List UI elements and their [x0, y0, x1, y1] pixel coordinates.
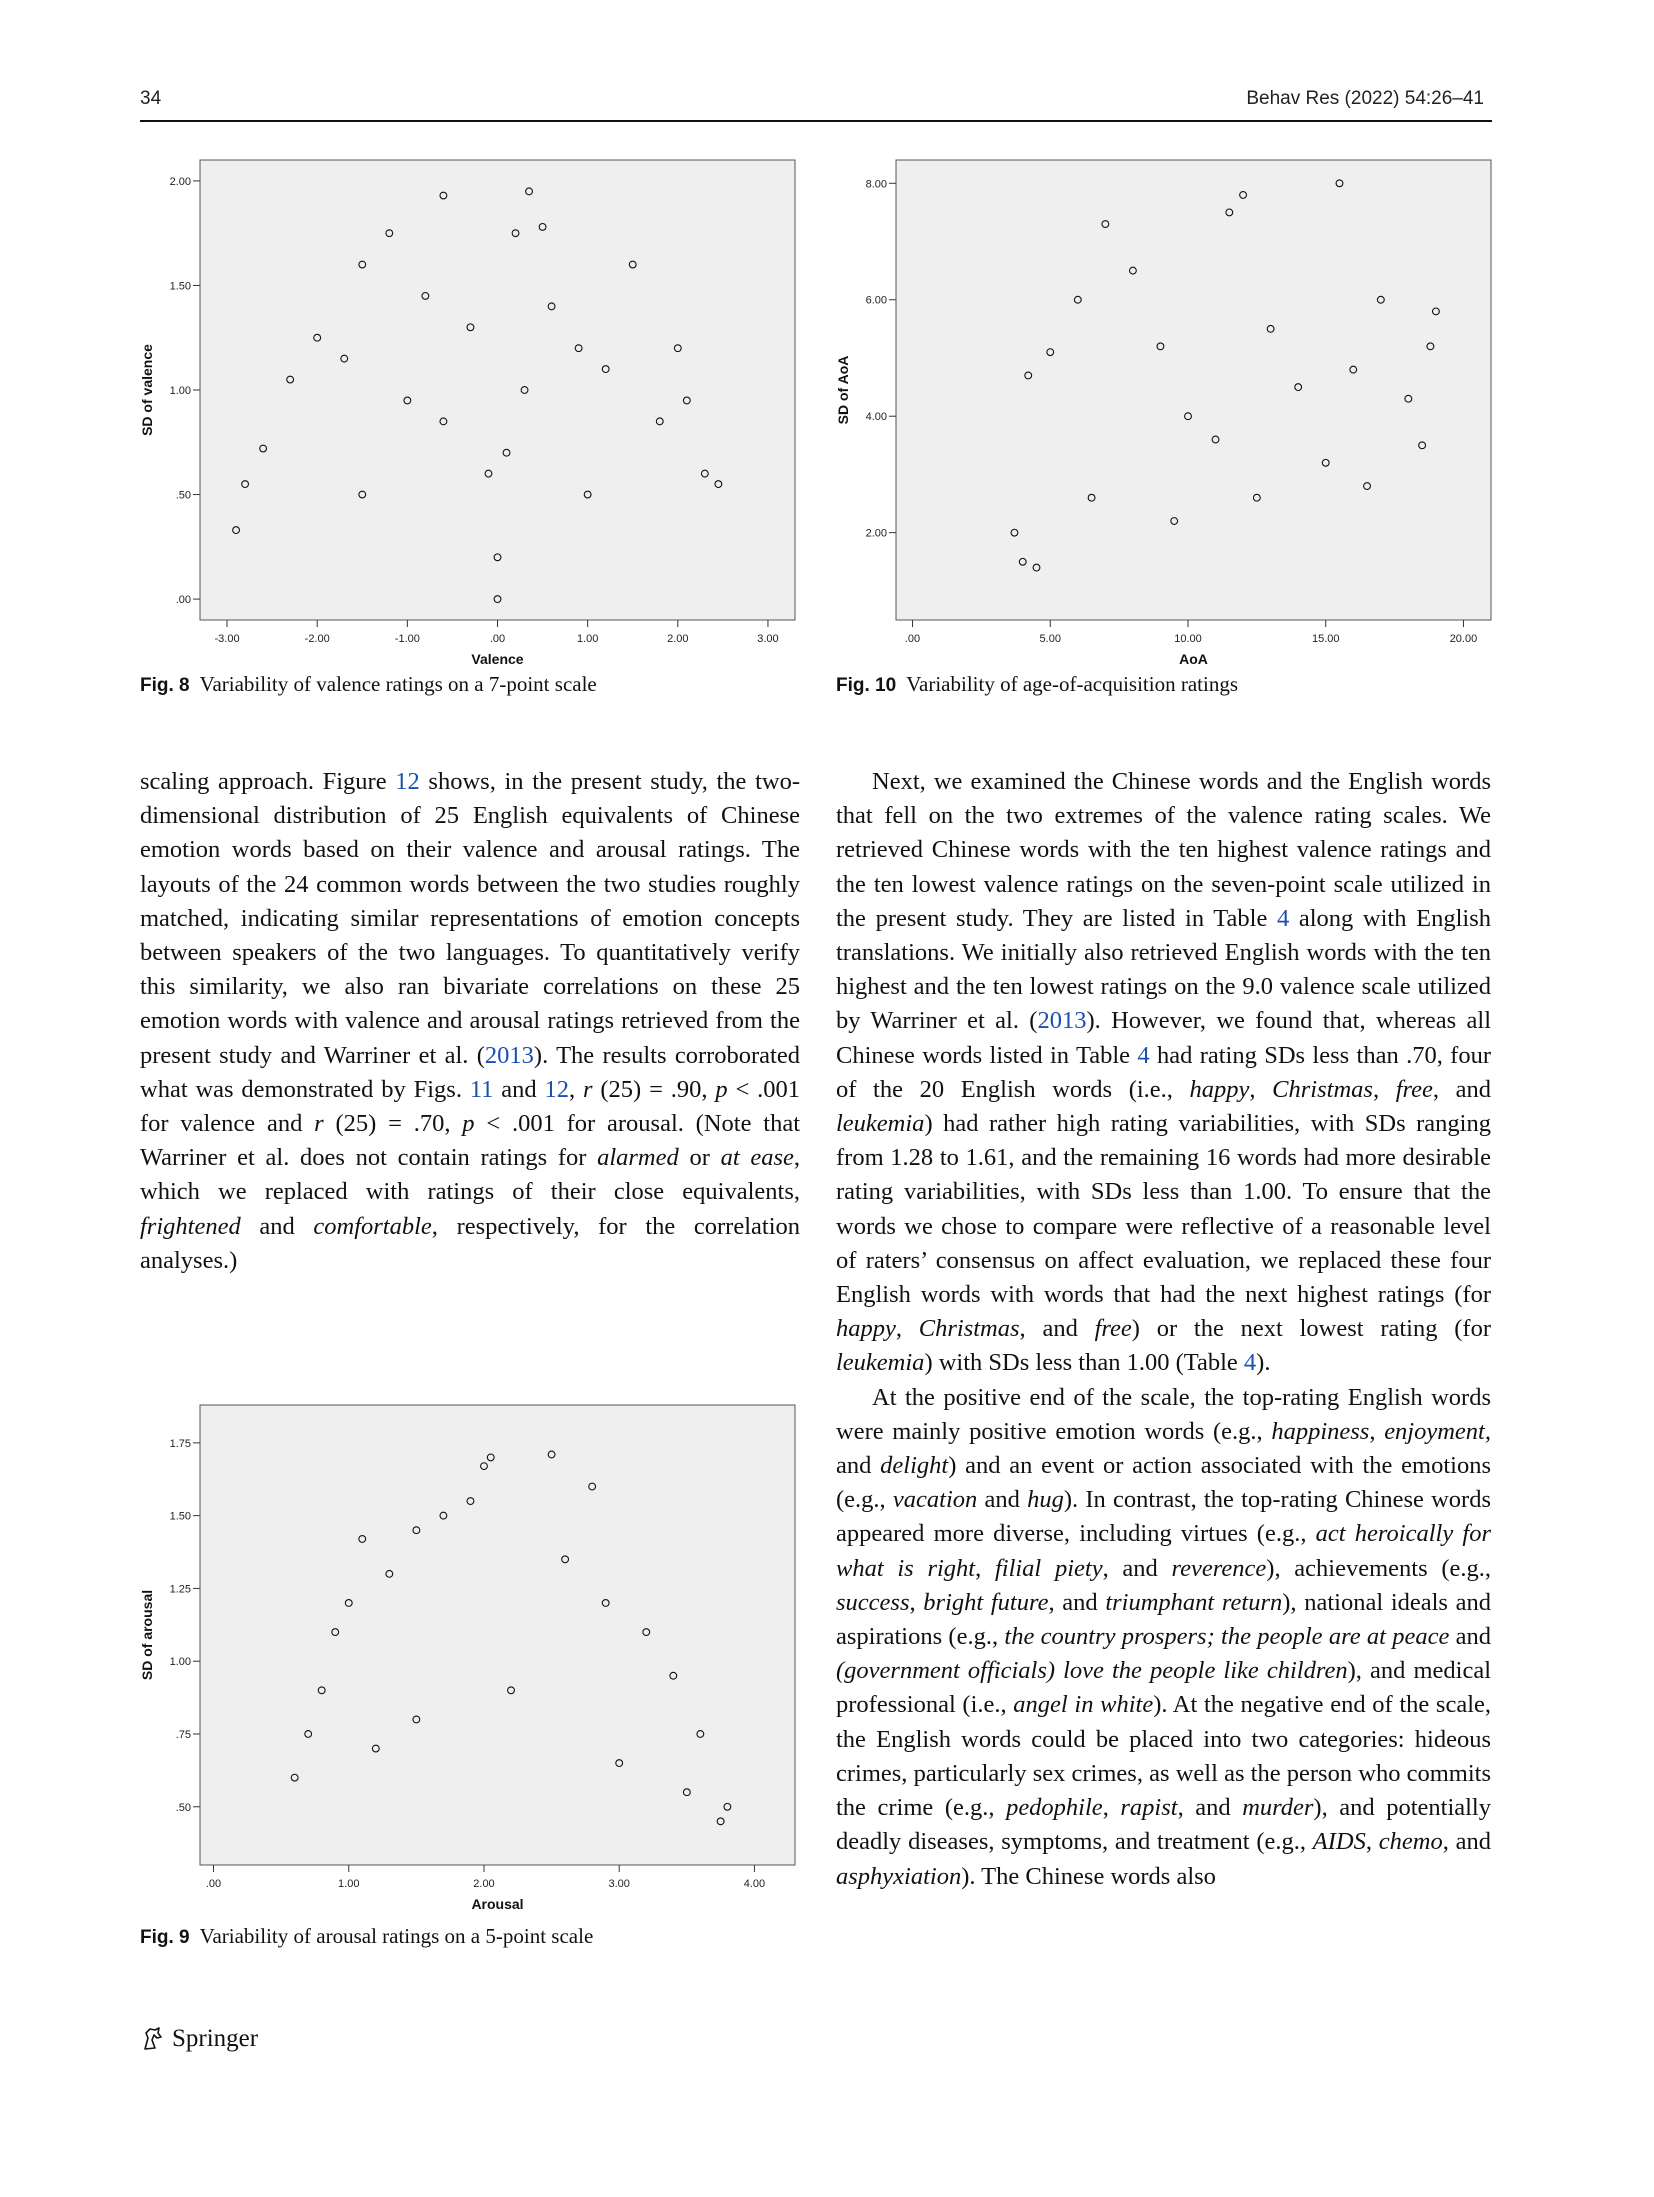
text-span: ), national ideals and aspirations (e.g.,	[836, 1588, 1492, 1651]
text-span: ).	[1256, 1349, 1271, 1377]
citation-2013-link[interactable]: 2013	[484, 1041, 534, 1069]
text-span: and	[977, 1486, 1028, 1514]
stat-r: r	[583, 1075, 593, 1103]
term-angel-in-white: angel in white	[1013, 1691, 1154, 1719]
term-triumphant-return: triumphant return	[1105, 1588, 1283, 1616]
term-enjoyment: enjoyment	[1384, 1417, 1485, 1445]
y-tick-label: .00	[175, 594, 191, 607]
x-tick-label: 15.00	[1311, 633, 1340, 645]
text-span: ,	[1102, 1794, 1121, 1822]
figure-12-link[interactable]: 12	[395, 768, 420, 795]
figure-8-label: Fig. 8	[140, 675, 190, 696]
term-asphyxiation: asphyxiation	[836, 1862, 962, 1890]
x-axis-label: AoA	[1179, 651, 1208, 667]
y-tick-label: 6.00	[865, 294, 887, 307]
text-span: ,	[895, 1315, 919, 1343]
text-span: , which we replaced with ratings of their close equivalents,	[140, 1144, 800, 1206]
text-span: , and	[1442, 1828, 1492, 1856]
x-tick-label: 1.00	[338, 1878, 360, 1890]
y-tick-label: 1.50	[169, 280, 191, 293]
term-happy: happy	[836, 1315, 896, 1343]
x-axis-label: Valence	[471, 651, 524, 667]
text-span: ). However, we found that, whereas all Chinese words listed in Table	[836, 1007, 1491, 1069]
text-span: ,	[1365, 1828, 1379, 1856]
term-delight: delight	[880, 1452, 949, 1480]
term-filial-piety: filial piety	[994, 1554, 1103, 1582]
text-span: had rating SDs less than .70, four of the 20 English words (i.e.,	[836, 1041, 1492, 1103]
figure-11-link[interactable]: 11	[469, 1075, 494, 1103]
y-tick-label: 1.75	[169, 1437, 191, 1450]
chart-aoa-sd	[836, 150, 1496, 680]
term-officials-love-people: (government officials) love the people like children	[836, 1657, 1348, 1685]
right-column-text	[836, 765, 1491, 1894]
text-span: < .001 for arousal. (Note that Warriner et al. does not contain ratings for	[140, 1110, 801, 1172]
figure-9-caption-text: Variability of arousal ratings on a 5-point scale	[199, 1924, 594, 1948]
text-span: along with English translations. We initially also retrieved English words with the ten highest and the ten lowest ratings on the 9.0 valence scale utilized by Warriner et al. (	[836, 904, 1491, 1035]
springer-logo	[140, 2025, 258, 2053]
figure-8-caption-text: Variability of valence ratings on a 7-point scale	[199, 672, 597, 696]
term-happy: happy	[1189, 1075, 1250, 1103]
text-span: or	[678, 1144, 721, 1172]
x-tick-label: -3.00	[214, 633, 240, 645]
term-alarmed: alarmed	[597, 1144, 679, 1172]
text-span: < .001 for valence and	[140, 1075, 801, 1138]
citation-2013-link[interactable]: 2013	[1037, 1007, 1087, 1035]
text-span: (25) = .90,	[592, 1075, 716, 1103]
term-murder: murder	[1242, 1794, 1314, 1822]
term-reverence: reverence	[1171, 1554, 1267, 1582]
text-span: At the positive end of the scale, the top-rating English words were mainly positive emotion words (e.g.,	[836, 1383, 1491, 1445]
y-tick-label: 4.00	[865, 411, 887, 424]
y-tick-label: .50	[175, 489, 191, 502]
term-comfortable: comfortable	[313, 1212, 432, 1240]
figure-9	[140, 1395, 800, 1920]
text-span: ), and potentially deadly diseases, symptoms, and treatment (e.g.,	[836, 1794, 1491, 1856]
y-tick-label: 8.00	[865, 178, 887, 191]
term-free: free	[1395, 1075, 1433, 1103]
x-tick-label: 4.00	[743, 1878, 766, 1890]
paragraph-positive-negative	[836, 1381, 1491, 1894]
text-span: ) and an event or action associated with the emotions (e.g.,	[836, 1452, 1492, 1514]
term-pedophile: pedophile	[1006, 1794, 1103, 1822]
x-tick-label: .00	[489, 633, 506, 645]
y-tick-label: 1.50	[169, 1510, 191, 1523]
x-tick-label: .00	[205, 1878, 222, 1890]
figure-8	[140, 150, 800, 680]
term-chemo: chemo	[1378, 1828, 1443, 1856]
x-tick-label: 20.00	[1449, 633, 1478, 645]
figure-8-caption	[140, 672, 597, 697]
x-tick-label: 3.00	[757, 633, 779, 645]
figure-12-link[interactable]: 12	[544, 1075, 570, 1103]
term-aids: AIDS	[1312, 1828, 1366, 1856]
x-tick-label: 5.00	[1039, 633, 1061, 645]
x-tick-label: -2.00	[304, 633, 330, 645]
plot-area	[896, 160, 1491, 620]
text-span: ), and medical professional (i.e.,	[836, 1657, 1492, 1719]
table-4-link[interactable]: 4	[1276, 904, 1290, 932]
term-hug: hug	[1027, 1486, 1064, 1514]
text-span: , respectively, for the correlation analyses.)	[140, 1212, 800, 1274]
y-axis-label: SD of valence	[139, 344, 155, 436]
text-span: and	[240, 1212, 314, 1240]
figure-10	[836, 150, 1496, 680]
page-number: 34	[140, 88, 162, 109]
x-axis-label: Arousal	[471, 1896, 524, 1912]
text-span: ) or the next lowest rating (for	[1131, 1315, 1491, 1343]
text-span: ,	[1249, 1075, 1273, 1103]
publisher-name: Springer	[172, 2025, 259, 2052]
text-span: , and	[1102, 1554, 1172, 1582]
term-country-prospers: the country prospers; the people are at peace	[1004, 1623, 1450, 1651]
x-tick-label: 10.00	[1174, 633, 1202, 645]
paragraph-scaling	[140, 765, 800, 1278]
figure-9-label: Fig. 9	[140, 1927, 190, 1948]
figure-10-caption-text: Variability of age-of-acquisition ratings	[906, 672, 1239, 696]
stat-p: p	[715, 1075, 728, 1103]
text-span: scaling approach. Figure	[140, 768, 396, 795]
text-span: (25) = .70,	[323, 1110, 463, 1138]
left-column-text	[140, 765, 800, 1278]
y-axis-label: SD of AoA	[835, 355, 851, 425]
springer-horse-icon	[140, 2026, 166, 2052]
text-span: and	[1449, 1623, 1492, 1651]
term-success: success	[836, 1588, 910, 1616]
y-tick-label: 1.00	[169, 385, 191, 397]
y-tick-label: 2.00	[169, 175, 191, 188]
stat-p: p	[462, 1110, 475, 1138]
y-tick-label: .50	[175, 1801, 191, 1814]
x-tick-label: -1.00	[394, 633, 420, 645]
term-happiness: happiness	[1271, 1417, 1370, 1445]
figure-9-caption	[140, 1924, 593, 1949]
text-span: ,	[975, 1554, 995, 1582]
stat-r: r	[314, 1110, 324, 1138]
text-span: ,	[569, 1075, 583, 1103]
term-bright-future: bright future	[923, 1588, 1049, 1616]
text-span: , and	[1177, 1794, 1243, 1822]
term-vacation: vacation	[892, 1486, 978, 1514]
text-span: ,	[1372, 1075, 1396, 1103]
journal-citation: Behav Res (2022) 54:26–41	[1246, 88, 1484, 109]
text-span: ). At the negative end of the scale, the English words could be placed into two categories: hideous crimes, particularly sex crimes, as well as the person who commits the crime (e.g.,	[836, 1691, 1491, 1822]
figure-10-caption	[836, 672, 1238, 697]
y-tick-label: 1.00	[169, 1656, 191, 1669]
text-span: , and	[836, 1417, 1491, 1480]
text-span: , and	[1432, 1075, 1491, 1103]
x-tick-label: 1.00	[576, 633, 599, 645]
y-axis-label: SD of arousal	[139, 1589, 155, 1681]
text-span: ). The Chinese words also	[961, 1862, 1216, 1890]
text-span: ). The results corroborated what was demonstrated by Figs.	[140, 1041, 800, 1103]
text-span: ). In contrast, the top-rating Chinese words appeared more diverse, including virtues (e.g.,	[836, 1486, 1491, 1548]
text-span: ), achievements (e.g.,	[1266, 1554, 1491, 1582]
table-4-link[interactable]: 4	[1137, 1041, 1150, 1069]
x-tick-label: 2.00	[667, 633, 689, 645]
term-leukemia: leukemia	[836, 1349, 925, 1377]
text-span: Next, we examined the Chinese words and the English words that fell on the two extremes of the valence rating scales. We retrieved Chinese words with the ten highest valence ratings and the ten lowest valence ratings on the seven-point scale utilized in the present study. They are listed in Table	[836, 768, 1491, 932]
term-rapist: rapist	[1120, 1794, 1178, 1822]
text-span: and	[493, 1075, 545, 1103]
text-span: shows, in the present study, the two-dimensional distribution of 25 English equivalents of Chinese emotion words based on their valence and arousal ratings. The layouts of the 24 common words between the two studies roughly matched, indicating similar representations of emotion concepts between speakers of the two languages. To quantitatively verify this similarity, we also ran bivariate correlations on these 25 emotion words with valence and arousal ratings retrieved from the present study and Warriner et al. (	[140, 768, 800, 1069]
y-tick-label: 2.00	[865, 527, 887, 540]
chart-arousal-sd	[140, 1395, 800, 1920]
term-christmas: Christmas	[918, 1315, 1020, 1343]
x-tick-label: 2.00	[473, 1878, 495, 1890]
term-christmas: Christmas	[1272, 1075, 1373, 1103]
text-span: ,	[909, 1588, 924, 1616]
term-leukemia: leukemia	[836, 1110, 925, 1138]
text-span: ) with SDs less than 1.00 (Table	[924, 1349, 1244, 1377]
term-frightened: frightened	[140, 1212, 241, 1240]
text-span: , and	[1048, 1588, 1106, 1616]
chart-valence-sd	[140, 150, 800, 680]
term-at-ease: at ease	[720, 1144, 794, 1172]
text-span: , and	[1019, 1315, 1095, 1343]
text-span: ) had rather high rating variabilities, with SDs ranging from 1.28 to 1.61, and the remaining 16 words had more desirable rating variabilities, with SDs less than 1.00. To ensure that the words we chose to compare were reflective of a reasonable level of raters’ consensus on affect evaluation, we replaced these four English words with words that had the next highest ratings (for	[836, 1110, 1491, 1309]
y-tick-label: 1.25	[169, 1583, 191, 1596]
plot-area	[200, 1405, 795, 1865]
header-rule	[140, 120, 1492, 122]
y-tick-label: .75	[175, 1728, 191, 1741]
x-tick-label: .00	[904, 633, 921, 645]
plot-area	[200, 160, 795, 620]
text-span: ,	[1369, 1417, 1385, 1445]
x-tick-label: 3.00	[608, 1878, 630, 1890]
figure-10-label: Fig. 10	[836, 675, 897, 696]
term-free: free	[1094, 1315, 1132, 1343]
term-act-heroically: act heroically for what is right	[836, 1520, 1491, 1582]
table-4-link[interactable]: 4	[1243, 1349, 1257, 1377]
paragraph-extremes	[836, 765, 1491, 1381]
